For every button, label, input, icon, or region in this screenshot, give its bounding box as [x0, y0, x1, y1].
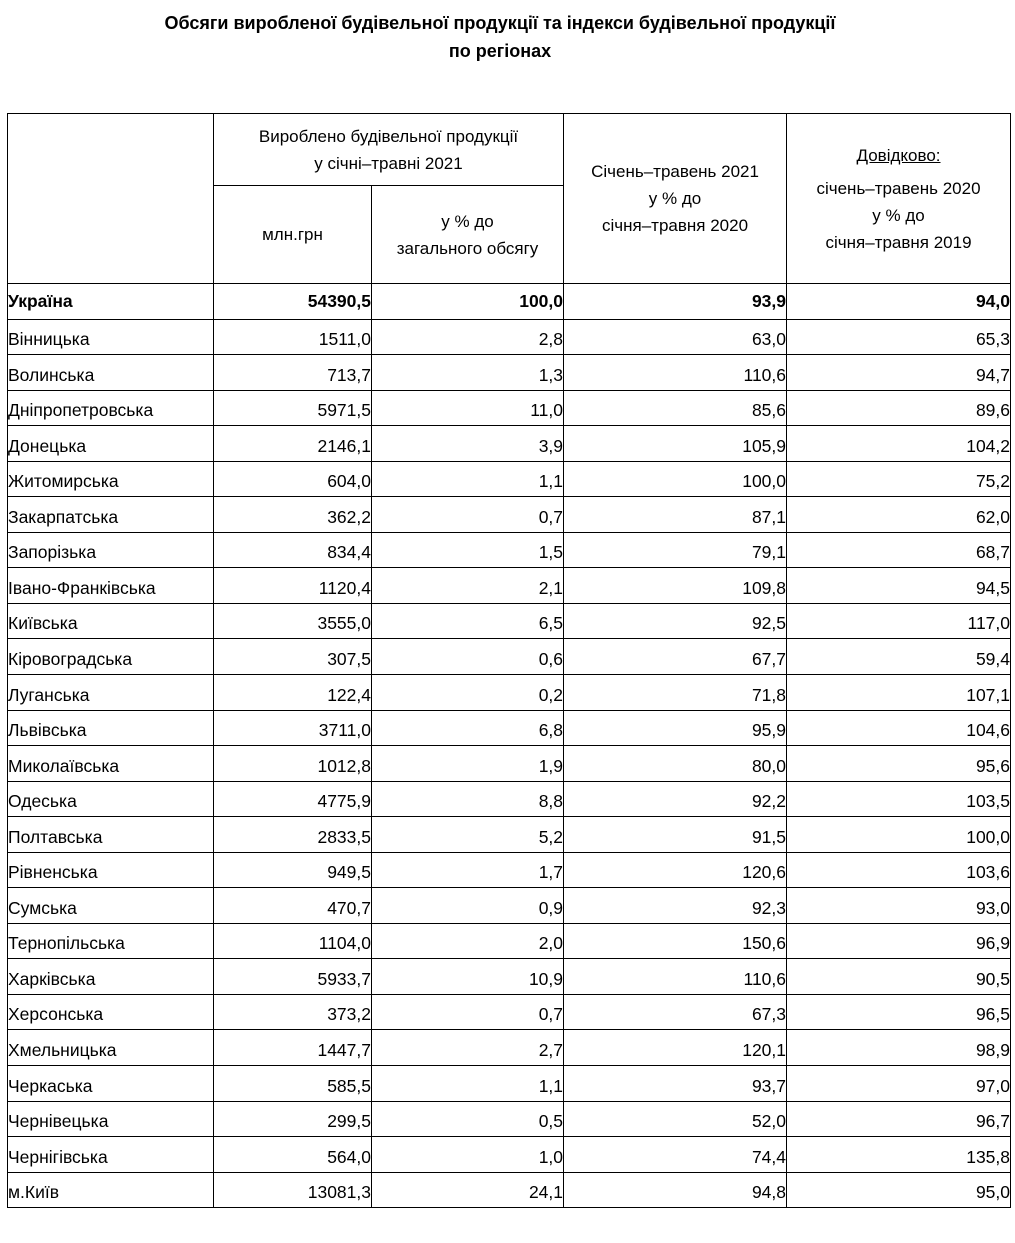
percent-of-total-cell: 5,2: [372, 817, 564, 853]
mln-uah-cell: 1104,0: [214, 923, 372, 959]
header-reference-label: Довідково:: [856, 145, 941, 165]
region-cell: Запорізька: [8, 532, 214, 568]
index-2021-cell: 120,1: [564, 1030, 787, 1066]
table-row: [8, 781, 1011, 817]
index-2021-cell: 92,2: [564, 781, 787, 817]
index-2021-cell: 63,0: [564, 319, 787, 355]
index-2020-cell: 107,1: [787, 675, 1011, 711]
percent-of-total-cell: 1,1: [372, 1066, 564, 1102]
index-2020-cell: 97,0: [787, 1066, 1011, 1102]
mln-uah-cell: 362,2: [214, 497, 372, 533]
header-ref-line-2: у % до: [872, 205, 925, 225]
region-cell: Тернопільська: [8, 923, 214, 959]
title-line-2: по регіонах: [448, 41, 552, 61]
table-header: [8, 114, 1011, 284]
mln-uah-cell: 307,5: [214, 639, 372, 675]
table-row: [8, 1066, 1011, 1102]
header-produced-line-2: у січні–травні 2021: [314, 153, 463, 173]
index-2021-cell: 67,3: [564, 994, 787, 1030]
index-2021-cell: 71,8: [564, 675, 787, 711]
percent-of-total-cell: 11,0: [372, 390, 564, 426]
table-row: [8, 532, 1011, 568]
index-2020-cell: 65,3: [787, 319, 1011, 355]
mln-uah-cell: 1120,4: [214, 568, 372, 604]
percent-of-total-cell: 1,3: [372, 355, 564, 391]
table-row: [8, 746, 1011, 782]
region-cell: Вінницька: [8, 319, 214, 355]
index-2021-cell: 100,0: [564, 461, 787, 497]
index-2021-cell: 80,0: [564, 746, 787, 782]
mln-uah-cell: 585,5: [214, 1066, 372, 1102]
index-2020-cell: 95,6: [787, 746, 1011, 782]
percent-of-total-cell: 24,1: [372, 1172, 564, 1208]
region-cell: Волинська: [8, 355, 214, 391]
header-region-empty: [8, 114, 214, 284]
mln-uah-cell: 564,0: [214, 1137, 372, 1173]
percent-of-total-cell: 1,0: [372, 1137, 564, 1173]
percent-of-total-cell: 0,2: [372, 675, 564, 711]
page-title: [0, 9, 1000, 65]
title-line-1: Обсяги виробленої будівельної продукції та індекси будівельної продукції: [164, 13, 836, 33]
index-2021-cell: 85,6: [564, 390, 787, 426]
percent-of-total-cell: 1,5: [372, 532, 564, 568]
mln-uah-cell: 949,5: [214, 852, 372, 888]
table-row: [8, 817, 1011, 853]
index-2021-cell: 109,8: [564, 568, 787, 604]
index-2020-cell: 96,7: [787, 1101, 1011, 1137]
index-2020-cell: 100,0: [787, 817, 1011, 853]
region-cell: Сумська: [8, 888, 214, 924]
index-2021-cell: 105,9: [564, 426, 787, 462]
header-index-2021-line-2: у % до: [648, 189, 702, 208]
percent-of-total-cell: 0,7: [372, 994, 564, 1030]
region-cell: Чернігівська: [8, 1137, 214, 1173]
mln-uah-cell: 299,5: [214, 1101, 372, 1137]
table-row: [8, 710, 1011, 746]
table-row: [8, 461, 1011, 497]
header-pct-line-2: загального обсягу: [396, 238, 539, 258]
index-2020-cell: 96,9: [787, 923, 1011, 959]
index-2021-cell: 93,7: [564, 1066, 787, 1102]
index-2020-cell: 75,2: [787, 461, 1011, 497]
index-2020-cell: 93,0: [787, 888, 1011, 924]
percent-of-total-cell: 6,8: [372, 710, 564, 746]
index-2021-cell: 110,6: [564, 959, 787, 995]
region-cell: Луганська: [8, 675, 214, 711]
index-2020-cell: 117,0: [787, 603, 1011, 639]
index-2021-cell: 93,9: [564, 284, 787, 320]
index-2020-cell: 90,5: [787, 959, 1011, 995]
mln-uah-cell: 1012,8: [214, 746, 372, 782]
regional-construction-table: [7, 113, 1011, 1208]
region-cell: м.Київ: [8, 1172, 214, 1208]
region-cell: Дніпропетровська: [8, 390, 214, 426]
header-index-2021: [564, 114, 787, 284]
region-cell: Івано-Франківська: [8, 568, 214, 604]
region-cell: Черкаська: [8, 1066, 214, 1102]
index-2021-cell: 110,6: [564, 355, 787, 391]
region-cell: Львівська: [8, 710, 214, 746]
index-2021-cell: 150,6: [564, 923, 787, 959]
table-row: [8, 319, 1011, 355]
mln-uah-cell: 4775,9: [214, 781, 372, 817]
index-2020-cell: 94,7: [787, 355, 1011, 391]
index-2021-cell: 94,8: [564, 1172, 787, 1208]
index-2021-cell: 79,1: [564, 532, 787, 568]
mln-uah-cell: 713,7: [214, 355, 372, 391]
table-row: [8, 1172, 1011, 1208]
percent-of-total-cell: 6,5: [372, 603, 564, 639]
mln-uah-cell: 54390,5: [214, 284, 372, 320]
region-cell: Житомирська: [8, 461, 214, 497]
mln-uah-cell: 5933,7: [214, 959, 372, 995]
header-pct-line-1: у % до: [441, 211, 494, 231]
table-row: [8, 959, 1011, 995]
header-produced: [214, 114, 564, 186]
percent-of-total-cell: 0,9: [372, 888, 564, 924]
region-cell: Херсонська: [8, 994, 214, 1030]
index-2021-cell: 87,1: [564, 497, 787, 533]
table-row: [8, 497, 1011, 533]
percent-of-total-cell: 0,6: [372, 639, 564, 675]
percent-of-total-cell: 1,1: [372, 461, 564, 497]
mln-uah-cell: 5971,5: [214, 390, 372, 426]
table-row: [8, 1137, 1011, 1173]
region-cell: Харківська: [8, 959, 214, 995]
index-2020-cell: 135,8: [787, 1137, 1011, 1173]
index-2020-cell: 96,5: [787, 994, 1011, 1030]
header-index-2021-line-3: січня–травня 2020: [601, 216, 749, 235]
index-2021-cell: 67,7: [564, 639, 787, 675]
index-2020-cell: 89,6: [787, 390, 1011, 426]
table-row: [8, 923, 1011, 959]
percent-of-total-cell: 0,5: [372, 1101, 564, 1137]
percent-of-total-cell: 1,9: [372, 746, 564, 782]
index-2020-cell: 103,5: [787, 781, 1011, 817]
table-row: [8, 1030, 1011, 1066]
index-2021-cell: 92,5: [564, 603, 787, 639]
region-cell: Чернівецька: [8, 1101, 214, 1137]
region-cell: Полтавська: [8, 817, 214, 853]
region-cell: Кіровоградська: [8, 639, 214, 675]
table-row: [8, 1101, 1011, 1137]
index-2020-cell: 95,0: [787, 1172, 1011, 1208]
percent-of-total-cell: 2,7: [372, 1030, 564, 1066]
table-row: [8, 675, 1011, 711]
header-produced-line-1: Вироблено будівельної продукції: [258, 126, 519, 146]
header-index-2021-line-1: Січень–травень 2021: [591, 162, 759, 181]
percent-of-total-cell: 3,9: [372, 426, 564, 462]
header-mln-uah: млн.грн: [214, 186, 372, 284]
index-2020-cell: 62,0: [787, 497, 1011, 533]
region-cell: Україна: [8, 284, 214, 320]
header-ref-line-3: січня–травня 2019: [825, 232, 972, 252]
table-row: [8, 603, 1011, 639]
percent-of-total-cell: 2,8: [372, 319, 564, 355]
table-row: [8, 994, 1011, 1030]
index-2020-cell: 94,0: [787, 284, 1011, 320]
region-cell: Рівненська: [8, 852, 214, 888]
mln-uah-cell: 2146,1: [214, 426, 372, 462]
mln-uah-cell: 834,4: [214, 532, 372, 568]
percent-of-total-cell: 8,8: [372, 781, 564, 817]
header-percent-of-total: [372, 186, 564, 284]
mln-uah-cell: 3711,0: [214, 710, 372, 746]
table-row-total: [8, 284, 1011, 320]
percent-of-total-cell: 2,0: [372, 923, 564, 959]
mln-uah-cell: 604,0: [214, 461, 372, 497]
index-2020-cell: 104,2: [787, 426, 1011, 462]
index-2021-cell: 92,3: [564, 888, 787, 924]
mln-uah-cell: 1447,7: [214, 1030, 372, 1066]
mln-uah-cell: 122,4: [214, 675, 372, 711]
mln-uah-cell: 470,7: [214, 888, 372, 924]
mln-uah-cell: 3555,0: [214, 603, 372, 639]
mln-uah-cell: 373,2: [214, 994, 372, 1030]
percent-of-total-cell: 100,0: [372, 284, 564, 320]
mln-uah-cell: 2833,5: [214, 817, 372, 853]
table-row: [8, 888, 1011, 924]
index-2021-cell: 120,6: [564, 852, 787, 888]
region-cell: Хмельницька: [8, 1030, 214, 1066]
mln-uah-cell: 13081,3: [214, 1172, 372, 1208]
index-2020-cell: 68,7: [787, 532, 1011, 568]
region-cell: Закарпатська: [8, 497, 214, 533]
table-row: [8, 852, 1011, 888]
percent-of-total-cell: 2,1: [372, 568, 564, 604]
index-2021-cell: 95,9: [564, 710, 787, 746]
index-2020-cell: 59,4: [787, 639, 1011, 675]
index-2021-cell: 52,0: [564, 1101, 787, 1137]
index-2020-cell: 103,6: [787, 852, 1011, 888]
region-cell: Миколаївська: [8, 746, 214, 782]
percent-of-total-cell: 0,7: [372, 497, 564, 533]
table-row: [8, 390, 1011, 426]
index-2020-cell: 94,5: [787, 568, 1011, 604]
index-2021-cell: 91,5: [564, 817, 787, 853]
table-row: [8, 426, 1011, 462]
region-cell: Одеська: [8, 781, 214, 817]
table-row: [8, 639, 1011, 675]
mln-uah-cell: 1511,0: [214, 319, 372, 355]
header-ref-line-1: січень–травень 2020: [816, 178, 981, 198]
table-row: [8, 355, 1011, 391]
header-reference: [787, 114, 1011, 284]
index-2021-cell: 74,4: [564, 1137, 787, 1173]
table-body: [8, 284, 1011, 1208]
region-cell: Донецька: [8, 426, 214, 462]
percent-of-total-cell: 10,9: [372, 959, 564, 995]
index-2020-cell: 98,9: [787, 1030, 1011, 1066]
region-cell: Київська: [8, 603, 214, 639]
table-row: [8, 568, 1011, 604]
percent-of-total-cell: 1,7: [372, 852, 564, 888]
index-2020-cell: 104,6: [787, 710, 1011, 746]
